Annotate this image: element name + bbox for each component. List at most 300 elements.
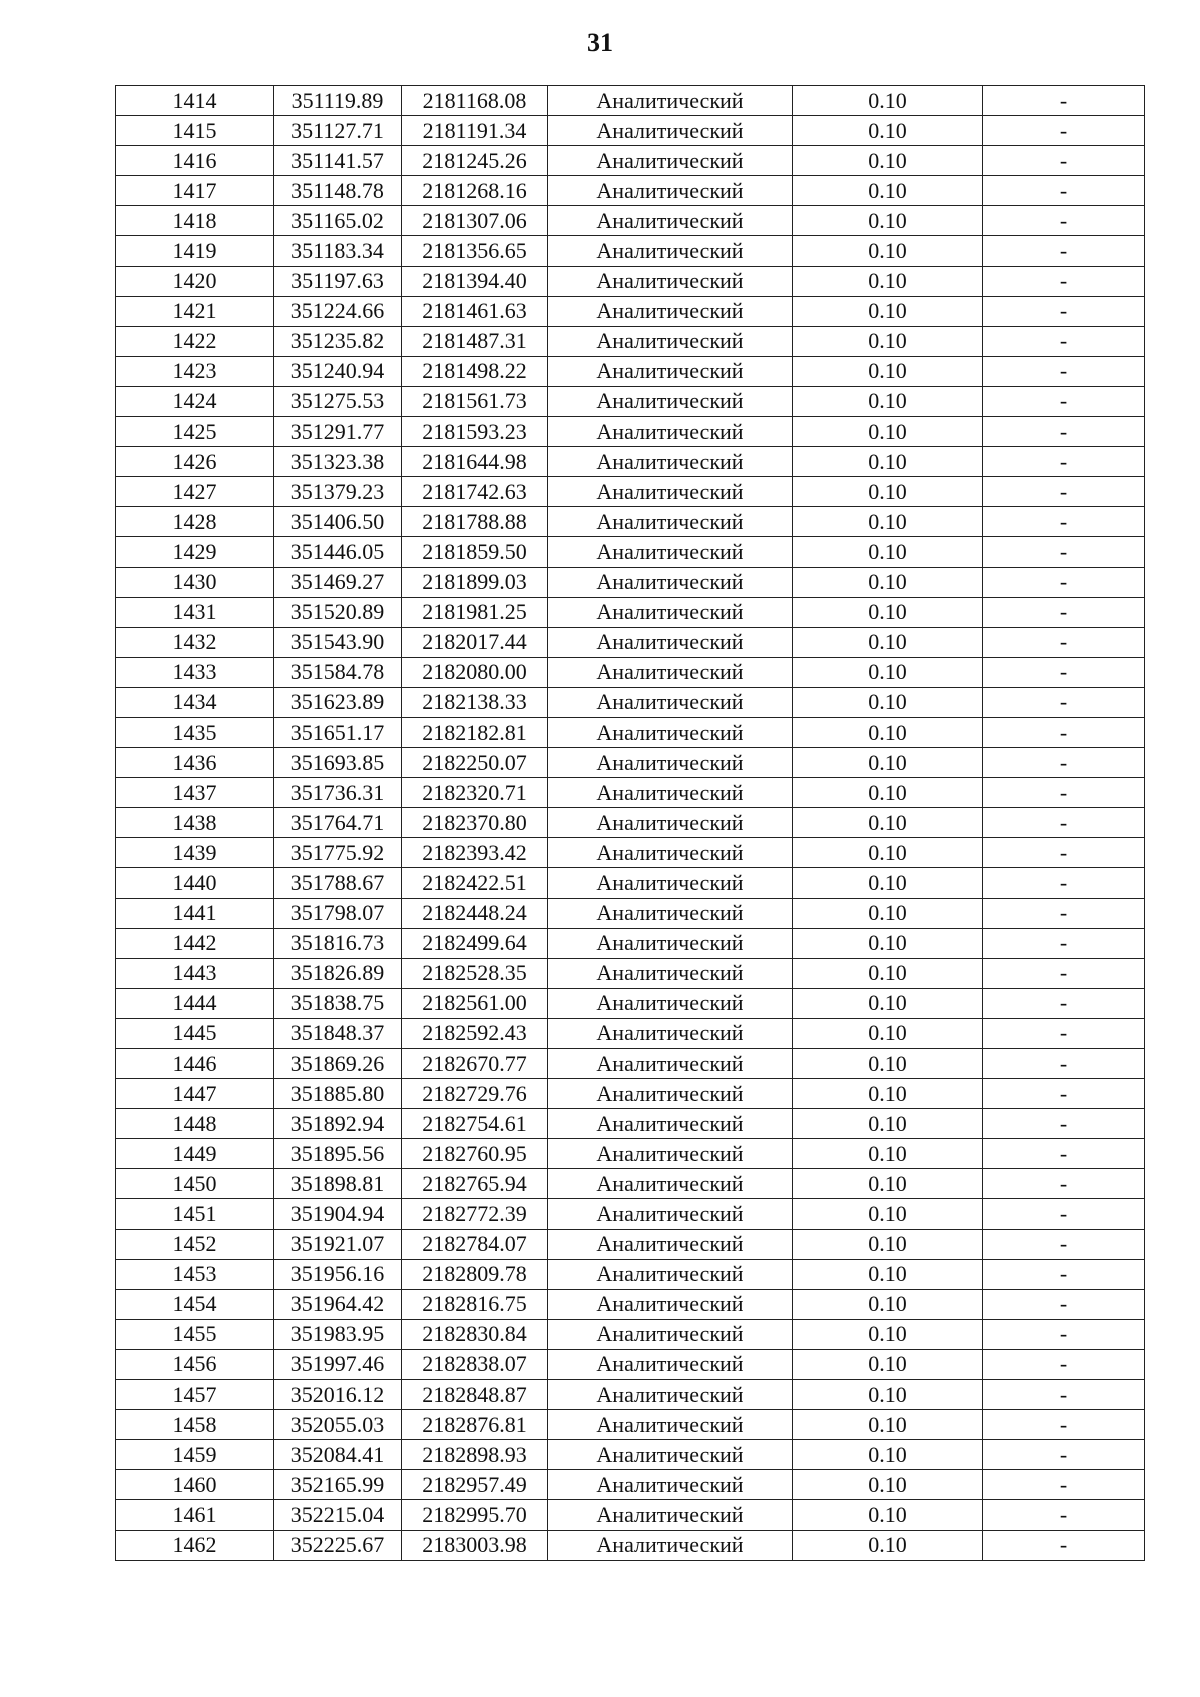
method-cell: Аналитический bbox=[548, 507, 793, 537]
note-cell: - bbox=[983, 808, 1145, 838]
y-coordinate-cell: 2181561.73 bbox=[402, 386, 548, 416]
x-coordinate-cell: 351838.75 bbox=[274, 988, 402, 1018]
y-coordinate-cell: 2182138.33 bbox=[402, 687, 548, 717]
note-cell: - bbox=[983, 1079, 1145, 1109]
accuracy-cell: 0.10 bbox=[793, 1500, 983, 1530]
x-coordinate-cell: 352055.03 bbox=[274, 1410, 402, 1440]
note-cell: - bbox=[983, 417, 1145, 447]
accuracy-cell: 0.10 bbox=[793, 266, 983, 296]
table-row bbox=[116, 1380, 1145, 1410]
accuracy-cell: 0.10 bbox=[793, 1109, 983, 1139]
y-coordinate-cell: 2182729.76 bbox=[402, 1079, 548, 1109]
point-number-cell: 1435 bbox=[116, 717, 274, 747]
point-number-cell: 1433 bbox=[116, 657, 274, 687]
y-coordinate-cell: 2181859.50 bbox=[402, 537, 548, 567]
table-row bbox=[116, 356, 1145, 386]
accuracy-cell: 0.10 bbox=[793, 1349, 983, 1379]
table-row bbox=[116, 838, 1145, 868]
table-row bbox=[116, 597, 1145, 627]
point-number-cell: 1437 bbox=[116, 778, 274, 808]
note-cell: - bbox=[983, 748, 1145, 778]
method-cell: Аналитический bbox=[548, 417, 793, 447]
x-coordinate-cell: 352215.04 bbox=[274, 1500, 402, 1530]
note-cell: - bbox=[983, 326, 1145, 356]
point-number-cell: 1454 bbox=[116, 1289, 274, 1319]
y-coordinate-cell: 2182592.43 bbox=[402, 1018, 548, 1048]
point-number-cell: 1425 bbox=[116, 417, 274, 447]
method-cell: Аналитический bbox=[548, 748, 793, 778]
y-coordinate-cell: 2181356.65 bbox=[402, 236, 548, 266]
note-cell: - bbox=[983, 1319, 1145, 1349]
x-coordinate-cell: 351623.89 bbox=[274, 687, 402, 717]
accuracy-cell: 0.10 bbox=[793, 567, 983, 597]
point-number-cell: 1457 bbox=[116, 1380, 274, 1410]
point-number-cell: 1438 bbox=[116, 808, 274, 838]
accuracy-cell: 0.10 bbox=[793, 958, 983, 988]
point-number-cell: 1429 bbox=[116, 537, 274, 567]
point-number-cell: 1431 bbox=[116, 597, 274, 627]
y-coordinate-cell: 2182809.78 bbox=[402, 1259, 548, 1289]
accuracy-cell: 0.10 bbox=[793, 537, 983, 567]
y-coordinate-cell: 2182670.77 bbox=[402, 1049, 548, 1079]
y-coordinate-cell: 2181461.63 bbox=[402, 296, 548, 326]
method-cell: Аналитический bbox=[548, 1018, 793, 1048]
point-number-cell: 1440 bbox=[116, 868, 274, 898]
table-row bbox=[116, 206, 1145, 236]
x-coordinate-cell: 351406.50 bbox=[274, 507, 402, 537]
point-number-cell: 1436 bbox=[116, 748, 274, 778]
x-coordinate-cell: 351775.92 bbox=[274, 838, 402, 868]
method-cell: Аналитический bbox=[548, 176, 793, 206]
accuracy-cell: 0.10 bbox=[793, 1079, 983, 1109]
method-cell: Аналитический bbox=[548, 778, 793, 808]
x-coordinate-cell: 351736.31 bbox=[274, 778, 402, 808]
x-coordinate-cell: 351584.78 bbox=[274, 657, 402, 687]
y-coordinate-cell: 2181644.98 bbox=[402, 447, 548, 477]
point-number-cell: 1439 bbox=[116, 838, 274, 868]
point-number-cell: 1446 bbox=[116, 1049, 274, 1079]
point-number-cell: 1450 bbox=[116, 1169, 274, 1199]
method-cell: Аналитический bbox=[548, 326, 793, 356]
y-coordinate-cell: 2181168.08 bbox=[402, 86, 548, 116]
note-cell: - bbox=[983, 657, 1145, 687]
y-coordinate-cell: 2182017.44 bbox=[402, 627, 548, 657]
method-cell: Аналитический bbox=[548, 928, 793, 958]
x-coordinate-cell: 351956.16 bbox=[274, 1259, 402, 1289]
note-cell: - bbox=[983, 928, 1145, 958]
x-coordinate-cell: 351469.27 bbox=[274, 567, 402, 597]
accuracy-cell: 0.10 bbox=[793, 928, 983, 958]
accuracy-cell: 0.10 bbox=[793, 236, 983, 266]
y-coordinate-cell: 2182784.07 bbox=[402, 1229, 548, 1259]
table-row bbox=[116, 417, 1145, 447]
note-cell: - bbox=[983, 386, 1145, 416]
x-coordinate-cell: 351904.94 bbox=[274, 1199, 402, 1229]
method-cell: Аналитический bbox=[548, 1229, 793, 1259]
point-number-cell: 1443 bbox=[116, 958, 274, 988]
note-cell: - bbox=[983, 146, 1145, 176]
point-number-cell: 1430 bbox=[116, 567, 274, 597]
accuracy-cell: 0.10 bbox=[793, 1169, 983, 1199]
accuracy-cell: 0.10 bbox=[793, 116, 983, 146]
y-coordinate-cell: 2182898.93 bbox=[402, 1440, 548, 1470]
point-number-cell: 1423 bbox=[116, 356, 274, 386]
method-cell: Аналитический bbox=[548, 808, 793, 838]
table-row bbox=[116, 778, 1145, 808]
note-cell: - bbox=[983, 447, 1145, 477]
table-row bbox=[116, 1289, 1145, 1319]
table-row bbox=[116, 1470, 1145, 1500]
x-coordinate-cell: 351224.66 bbox=[274, 296, 402, 326]
accuracy-cell: 0.10 bbox=[793, 657, 983, 687]
point-number-cell: 1427 bbox=[116, 477, 274, 507]
y-coordinate-cell: 2181191.34 bbox=[402, 116, 548, 146]
point-number-cell: 1452 bbox=[116, 1229, 274, 1259]
y-coordinate-cell: 2182830.84 bbox=[402, 1319, 548, 1349]
x-coordinate-cell: 351119.89 bbox=[274, 86, 402, 116]
point-number-cell: 1418 bbox=[116, 206, 274, 236]
table-row bbox=[116, 717, 1145, 747]
y-coordinate-cell: 2182528.35 bbox=[402, 958, 548, 988]
point-number-cell: 1451 bbox=[116, 1199, 274, 1229]
table-row bbox=[116, 176, 1145, 206]
note-cell: - bbox=[983, 567, 1145, 597]
point-number-cell: 1455 bbox=[116, 1319, 274, 1349]
accuracy-cell: 0.10 bbox=[793, 477, 983, 507]
note-cell: - bbox=[983, 838, 1145, 868]
point-number-cell: 1432 bbox=[116, 627, 274, 657]
x-coordinate-cell: 351869.26 bbox=[274, 1049, 402, 1079]
accuracy-cell: 0.10 bbox=[793, 417, 983, 447]
note-cell: - bbox=[983, 1500, 1145, 1530]
note-cell: - bbox=[983, 1289, 1145, 1319]
table-row bbox=[116, 326, 1145, 356]
x-coordinate-cell: 351651.17 bbox=[274, 717, 402, 747]
table-row bbox=[116, 477, 1145, 507]
point-number-cell: 1420 bbox=[116, 266, 274, 296]
accuracy-cell: 0.10 bbox=[793, 176, 983, 206]
x-coordinate-cell: 352084.41 bbox=[274, 1440, 402, 1470]
x-coordinate-cell: 352016.12 bbox=[274, 1380, 402, 1410]
note-cell: - bbox=[983, 1229, 1145, 1259]
x-coordinate-cell: 351895.56 bbox=[274, 1139, 402, 1169]
y-coordinate-cell: 2182816.75 bbox=[402, 1289, 548, 1319]
table-row bbox=[116, 116, 1145, 146]
note-cell: - bbox=[983, 537, 1145, 567]
y-coordinate-cell: 2181498.22 bbox=[402, 356, 548, 386]
y-coordinate-cell: 2181742.63 bbox=[402, 477, 548, 507]
x-coordinate-cell: 351964.42 bbox=[274, 1289, 402, 1319]
note-cell: - bbox=[983, 1380, 1145, 1410]
point-number-cell: 1458 bbox=[116, 1410, 274, 1440]
y-coordinate-cell: 2182182.81 bbox=[402, 717, 548, 747]
table-row bbox=[116, 988, 1145, 1018]
y-coordinate-cell: 2182250.07 bbox=[402, 748, 548, 778]
x-coordinate-cell: 351379.23 bbox=[274, 477, 402, 507]
point-number-cell: 1462 bbox=[116, 1530, 274, 1560]
x-coordinate-cell: 351997.46 bbox=[274, 1349, 402, 1379]
y-coordinate-cell: 2182995.70 bbox=[402, 1500, 548, 1530]
x-coordinate-cell: 351693.85 bbox=[274, 748, 402, 778]
table-row bbox=[116, 1109, 1145, 1139]
note-cell: - bbox=[983, 627, 1145, 657]
x-coordinate-cell: 351291.77 bbox=[274, 417, 402, 447]
method-cell: Аналитический bbox=[548, 1199, 793, 1229]
accuracy-cell: 0.10 bbox=[793, 748, 983, 778]
method-cell: Аналитический bbox=[548, 1049, 793, 1079]
accuracy-cell: 0.10 bbox=[793, 778, 983, 808]
table-row bbox=[116, 748, 1145, 778]
table-row bbox=[116, 1139, 1145, 1169]
x-coordinate-cell: 351141.57 bbox=[274, 146, 402, 176]
y-coordinate-cell: 2181307.06 bbox=[402, 206, 548, 236]
note-cell: - bbox=[983, 898, 1145, 928]
x-coordinate-cell: 351127.71 bbox=[274, 116, 402, 146]
accuracy-cell: 0.10 bbox=[793, 146, 983, 176]
point-number-cell: 1442 bbox=[116, 928, 274, 958]
method-cell: Аналитический bbox=[548, 567, 793, 597]
method-cell: Аналитический bbox=[548, 717, 793, 747]
method-cell: Аналитический bbox=[548, 627, 793, 657]
y-coordinate-cell: 2182957.49 bbox=[402, 1470, 548, 1500]
accuracy-cell: 0.10 bbox=[793, 1530, 983, 1560]
note-cell: - bbox=[983, 1049, 1145, 1079]
accuracy-cell: 0.10 bbox=[793, 1410, 983, 1440]
x-coordinate-cell: 351165.02 bbox=[274, 206, 402, 236]
y-coordinate-cell: 2182561.00 bbox=[402, 988, 548, 1018]
accuracy-cell: 0.10 bbox=[793, 326, 983, 356]
accuracy-cell: 0.10 bbox=[793, 356, 983, 386]
x-coordinate-cell: 351921.07 bbox=[274, 1229, 402, 1259]
y-coordinate-cell: 2181593.23 bbox=[402, 417, 548, 447]
note-cell: - bbox=[983, 296, 1145, 326]
point-number-cell: 1441 bbox=[116, 898, 274, 928]
point-number-cell: 1424 bbox=[116, 386, 274, 416]
note-cell: - bbox=[983, 597, 1145, 627]
x-coordinate-cell: 351816.73 bbox=[274, 928, 402, 958]
table-row bbox=[116, 1229, 1145, 1259]
point-number-cell: 1448 bbox=[116, 1109, 274, 1139]
y-coordinate-cell: 2181788.88 bbox=[402, 507, 548, 537]
x-coordinate-cell: 351788.67 bbox=[274, 868, 402, 898]
note-cell: - bbox=[983, 868, 1145, 898]
method-cell: Аналитический bbox=[548, 86, 793, 116]
point-number-cell: 1456 bbox=[116, 1349, 274, 1379]
table-row bbox=[116, 1319, 1145, 1349]
method-cell: Аналитический bbox=[548, 868, 793, 898]
table-row bbox=[116, 1500, 1145, 1530]
method-cell: Аналитический bbox=[548, 1169, 793, 1199]
x-coordinate-cell: 351898.81 bbox=[274, 1169, 402, 1199]
note-cell: - bbox=[983, 477, 1145, 507]
point-number-cell: 1416 bbox=[116, 146, 274, 176]
method-cell: Аналитический bbox=[548, 1410, 793, 1440]
table-row bbox=[116, 687, 1145, 717]
note-cell: - bbox=[983, 507, 1145, 537]
method-cell: Аналитический bbox=[548, 1530, 793, 1560]
point-number-cell: 1460 bbox=[116, 1470, 274, 1500]
method-cell: Аналитический bbox=[548, 266, 793, 296]
method-cell: Аналитический bbox=[548, 1440, 793, 1470]
table-row bbox=[116, 958, 1145, 988]
method-cell: Аналитический bbox=[548, 206, 793, 236]
method-cell: Аналитический bbox=[548, 537, 793, 567]
accuracy-cell: 0.10 bbox=[793, 868, 983, 898]
accuracy-cell: 0.10 bbox=[793, 808, 983, 838]
table-row bbox=[116, 898, 1145, 928]
note-cell: - bbox=[983, 1018, 1145, 1048]
x-coordinate-cell: 352165.99 bbox=[274, 1470, 402, 1500]
accuracy-cell: 0.10 bbox=[793, 597, 983, 627]
method-cell: Аналитический bbox=[548, 898, 793, 928]
x-coordinate-cell: 351275.53 bbox=[274, 386, 402, 416]
accuracy-cell: 0.10 bbox=[793, 1470, 983, 1500]
table-row bbox=[116, 1259, 1145, 1289]
method-cell: Аналитический bbox=[548, 146, 793, 176]
x-coordinate-cell: 351543.90 bbox=[274, 627, 402, 657]
y-coordinate-cell: 2182080.00 bbox=[402, 657, 548, 687]
method-cell: Аналитический bbox=[548, 958, 793, 988]
accuracy-cell: 0.10 bbox=[793, 717, 983, 747]
y-coordinate-cell: 2182422.51 bbox=[402, 868, 548, 898]
accuracy-cell: 0.10 bbox=[793, 1018, 983, 1048]
note-cell: - bbox=[983, 717, 1145, 747]
note-cell: - bbox=[983, 1199, 1145, 1229]
x-coordinate-cell: 351798.07 bbox=[274, 898, 402, 928]
note-cell: - bbox=[983, 356, 1145, 386]
method-cell: Аналитический bbox=[548, 1109, 793, 1139]
point-number-cell: 1447 bbox=[116, 1079, 274, 1109]
table-row bbox=[116, 1169, 1145, 1199]
point-number-cell: 1415 bbox=[116, 116, 274, 146]
method-cell: Аналитический bbox=[548, 597, 793, 627]
note-cell: - bbox=[983, 266, 1145, 296]
x-coordinate-cell: 351885.80 bbox=[274, 1079, 402, 1109]
method-cell: Аналитический bbox=[548, 687, 793, 717]
y-coordinate-cell: 2182760.95 bbox=[402, 1139, 548, 1169]
point-number-cell: 1428 bbox=[116, 507, 274, 537]
y-coordinate-cell: 2182848.87 bbox=[402, 1380, 548, 1410]
method-cell: Аналитический bbox=[548, 116, 793, 146]
point-number-cell: 1417 bbox=[116, 176, 274, 206]
x-coordinate-cell: 351235.82 bbox=[274, 326, 402, 356]
y-coordinate-cell: 2181899.03 bbox=[402, 567, 548, 597]
note-cell: - bbox=[983, 958, 1145, 988]
accuracy-cell: 0.10 bbox=[793, 1139, 983, 1169]
x-coordinate-cell: 351240.94 bbox=[274, 356, 402, 386]
note-cell: - bbox=[983, 1349, 1145, 1379]
y-coordinate-cell: 2182838.07 bbox=[402, 1349, 548, 1379]
method-cell: Аналитический bbox=[548, 236, 793, 266]
method-cell: Аналитический bbox=[548, 1500, 793, 1530]
x-coordinate-cell: 351983.95 bbox=[274, 1319, 402, 1349]
note-cell: - bbox=[983, 176, 1145, 206]
method-cell: Аналитический bbox=[548, 988, 793, 1018]
note-cell: - bbox=[983, 86, 1145, 116]
note-cell: - bbox=[983, 1169, 1145, 1199]
accuracy-cell: 0.10 bbox=[793, 507, 983, 537]
note-cell: - bbox=[983, 1109, 1145, 1139]
point-number-cell: 1445 bbox=[116, 1018, 274, 1048]
table-row bbox=[116, 537, 1145, 567]
y-coordinate-cell: 2182499.64 bbox=[402, 928, 548, 958]
method-cell: Аналитический bbox=[548, 657, 793, 687]
table-row bbox=[116, 808, 1145, 838]
x-coordinate-cell: 351323.38 bbox=[274, 447, 402, 477]
y-coordinate-cell: 2182448.24 bbox=[402, 898, 548, 928]
x-coordinate-cell: 351183.34 bbox=[274, 236, 402, 266]
table-row bbox=[116, 1440, 1145, 1470]
coordinates-table bbox=[115, 85, 1145, 1561]
x-coordinate-cell: 351826.89 bbox=[274, 958, 402, 988]
accuracy-cell: 0.10 bbox=[793, 1049, 983, 1079]
note-cell: - bbox=[983, 687, 1145, 717]
method-cell: Аналитический bbox=[548, 1470, 793, 1500]
method-cell: Аналитический bbox=[548, 1319, 793, 1349]
table-row bbox=[116, 266, 1145, 296]
table-row bbox=[116, 146, 1145, 176]
accuracy-cell: 0.10 bbox=[793, 898, 983, 928]
coordinates-table-body bbox=[116, 86, 1145, 1561]
table-row bbox=[116, 447, 1145, 477]
x-coordinate-cell: 351197.63 bbox=[274, 266, 402, 296]
accuracy-cell: 0.10 bbox=[793, 1440, 983, 1470]
accuracy-cell: 0.10 bbox=[793, 296, 983, 326]
table-row bbox=[116, 1049, 1145, 1079]
method-cell: Аналитический bbox=[548, 296, 793, 326]
x-coordinate-cell: 351446.05 bbox=[274, 537, 402, 567]
method-cell: Аналитический bbox=[548, 1139, 793, 1169]
y-coordinate-cell: 2183003.98 bbox=[402, 1530, 548, 1560]
table-row bbox=[116, 1410, 1145, 1440]
table-row bbox=[116, 86, 1145, 116]
method-cell: Аналитический bbox=[548, 386, 793, 416]
table-row bbox=[116, 386, 1145, 416]
point-number-cell: 1414 bbox=[116, 86, 274, 116]
accuracy-cell: 0.10 bbox=[793, 1289, 983, 1319]
accuracy-cell: 0.10 bbox=[793, 206, 983, 236]
table-row bbox=[116, 1018, 1145, 1048]
x-coordinate-cell: 351764.71 bbox=[274, 808, 402, 838]
note-cell: - bbox=[983, 778, 1145, 808]
note-cell: - bbox=[983, 206, 1145, 236]
method-cell: Аналитический bbox=[548, 447, 793, 477]
y-coordinate-cell: 2182754.61 bbox=[402, 1109, 548, 1139]
x-coordinate-cell: 351848.37 bbox=[274, 1018, 402, 1048]
y-coordinate-cell: 2182876.81 bbox=[402, 1410, 548, 1440]
accuracy-cell: 0.10 bbox=[793, 687, 983, 717]
x-coordinate-cell: 352225.67 bbox=[274, 1530, 402, 1560]
note-cell: - bbox=[983, 1410, 1145, 1440]
table-row bbox=[116, 657, 1145, 687]
accuracy-cell: 0.10 bbox=[793, 1229, 983, 1259]
x-coordinate-cell: 351148.78 bbox=[274, 176, 402, 206]
method-cell: Аналитический bbox=[548, 477, 793, 507]
accuracy-cell: 0.10 bbox=[793, 988, 983, 1018]
point-number-cell: 1459 bbox=[116, 1440, 274, 1470]
table-row bbox=[116, 507, 1145, 537]
method-cell: Аналитический bbox=[548, 1079, 793, 1109]
method-cell: Аналитический bbox=[548, 838, 793, 868]
note-cell: - bbox=[983, 1139, 1145, 1169]
x-coordinate-cell: 351892.94 bbox=[274, 1109, 402, 1139]
note-cell: - bbox=[983, 116, 1145, 146]
y-coordinate-cell: 2181487.31 bbox=[402, 326, 548, 356]
note-cell: - bbox=[983, 1470, 1145, 1500]
point-number-cell: 1419 bbox=[116, 236, 274, 266]
accuracy-cell: 0.10 bbox=[793, 1199, 983, 1229]
table-row bbox=[116, 296, 1145, 326]
